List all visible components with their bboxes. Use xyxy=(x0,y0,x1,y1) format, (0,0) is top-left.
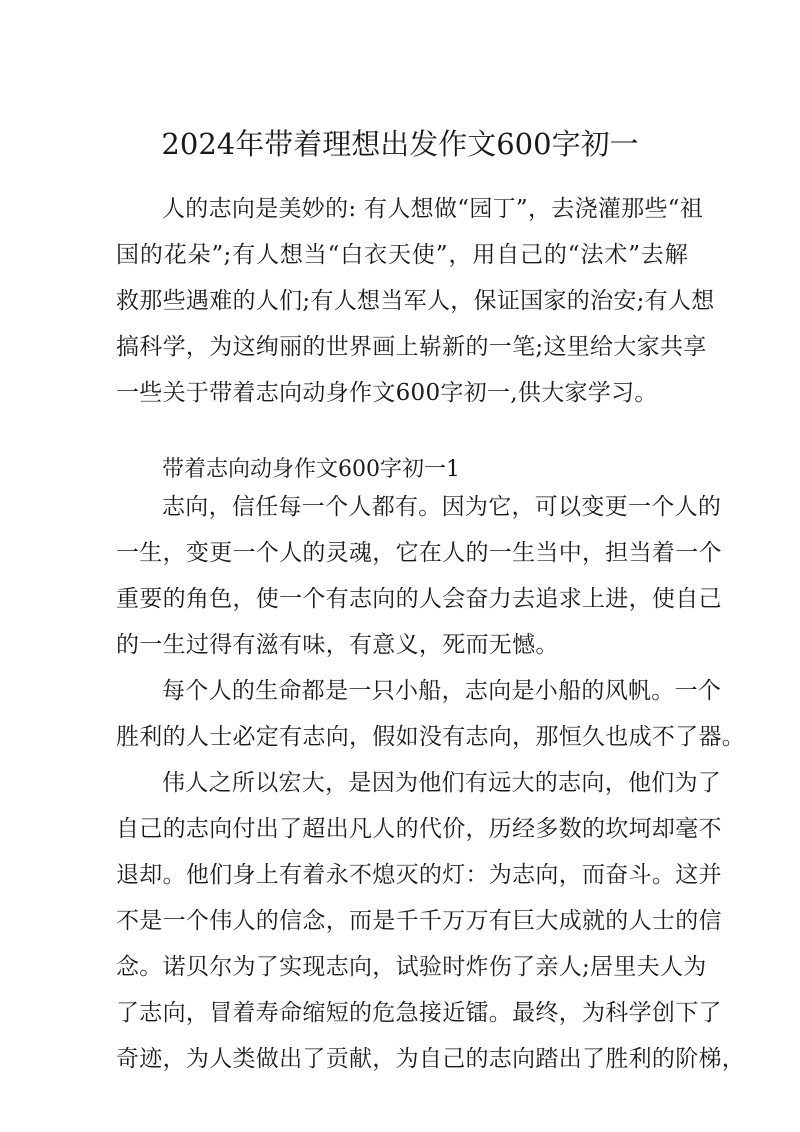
body-line: 重要的角色，使一个有志向的人会奋力去追求上进，使自己 xyxy=(116,586,722,612)
document-title: 2024年带着理想出发作文600字初一 xyxy=(161,127,639,161)
section-heading: 带着志向动身作文600字初一1 xyxy=(162,457,460,482)
body-line: 胜利的人士必定有志向，假如没有志向，那恒久也成不了器。 xyxy=(116,724,746,750)
body-line: 退却。他们身上有着永不熄灭的灯：为志向，而奋斗。这并 xyxy=(116,862,722,888)
body-line: 伟人之所以宏大，是因为他们有远大的志向，他们为了 xyxy=(162,770,722,796)
intro-line: 搞科学，为这绚丽的世界画上崭新的一笔;这里给大家共享 xyxy=(116,334,707,360)
body-line: 一生，变更一个人的灵魂，它在人的一生当中，担当着一个 xyxy=(116,540,722,566)
body-paragraphs xyxy=(116,484,746,1082)
body-line: 志向，信任每一个人都有。因为它，可以变更一个人的 xyxy=(162,494,722,520)
intro-line: 人的志向是美妙的: 有人想做“园丁”，去浇灌那些“祖 xyxy=(162,196,704,222)
body-line: 不是一个伟人的信念，而是千千万万有巨大成就的人士的信 xyxy=(116,908,722,934)
body-line: 的一生过得有滋有味，有意义，死而无憾。 xyxy=(116,632,559,658)
intro-line: 一些关于带着志向动身作文600字初一,供大家学习。 xyxy=(116,380,658,406)
body-line: 念。诺贝尔为了实现志向，试验时炸伤了亲人;居里夫人为 xyxy=(116,954,707,980)
intro-line: 国的花朵”;有人想当“白衣天使”，用自己的“法术”去解 xyxy=(116,242,688,268)
body-line: 自己的志向付出了超出凡人的代价，历经多数的坎坷却毫不 xyxy=(116,816,722,842)
intro-line: 救那些遇难的人们;有人想当军人，保证国家的治安;有人想 xyxy=(116,288,715,314)
body-line: 奇迹，为人类做出了贡献，为自己的志向踏出了胜利的阶梯， xyxy=(116,1046,746,1072)
body-line: 每个人的生命都是一只小船，志向是小船的风帆。一个 xyxy=(162,678,722,704)
body-line: 了志向，冒着寿命缩短的危急接近镭。最终，为科学创下了 xyxy=(116,1000,722,1026)
intro-paragraph xyxy=(116,186,715,416)
